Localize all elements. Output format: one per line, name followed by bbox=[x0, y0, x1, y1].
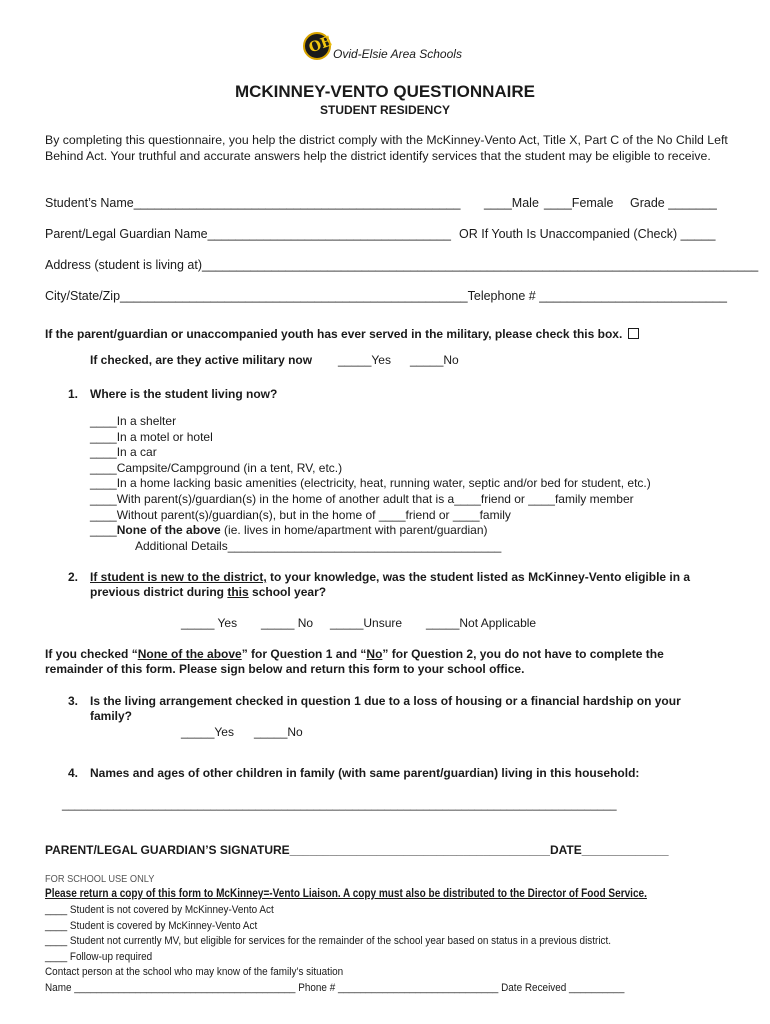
q3-question-line1: Is the living arrangement checked in question 1 due to a loss of housing or a financial hardship on your bbox=[90, 694, 681, 708]
guardian-name-field[interactable]: Parent/Legal Guardian Name___________________________________ bbox=[45, 227, 451, 241]
school-use-item[interactable]: ____ Student is not covered by McKinney-Vento Act bbox=[45, 904, 274, 916]
q3-yes[interactable]: _____Yes bbox=[181, 725, 234, 739]
q2-question-line2: previous district during this school year? bbox=[90, 585, 327, 599]
page-title: MCKINNEY-VENTO QUESTIONNAIRE bbox=[234, 82, 536, 101]
q1-option[interactable]: ____In a home lacking basic amenities (electricity, heat, running water, septic and/or bed for student, etc.) bbox=[90, 476, 651, 491]
q2-no[interactable]: _____ No bbox=[261, 616, 314, 630]
q3-no[interactable]: _____No bbox=[254, 725, 303, 739]
q2-number: 2. bbox=[68, 570, 79, 584]
q2-question-line1: If student is new to the district, to your knowledge, was the student listed as McKinney-Vento eligible in a bbox=[90, 570, 691, 584]
q1-option[interactable]: ____In a car bbox=[90, 445, 157, 460]
q3-number: 3. bbox=[68, 694, 79, 708]
male-field[interactable]: ____Male bbox=[484, 196, 539, 210]
q4-number: 4. bbox=[68, 766, 79, 780]
q1-options bbox=[90, 414, 651, 554]
active-military-question: If checked, are they active military now bbox=[90, 353, 313, 367]
page-subtitle: STUDENT RESIDENCY bbox=[319, 103, 450, 117]
q1-option[interactable]: ____In a shelter bbox=[90, 414, 177, 428]
q2-yes[interactable]: _____ Yes bbox=[181, 616, 238, 630]
school-use-item[interactable]: ____ Follow-up required bbox=[45, 950, 153, 963]
q1-number: 1. bbox=[68, 387, 79, 401]
intro-paragraph: By completing this questionnaire, you help the district comply with the McKinney-Vento Act, Title X, Part C of the No Child Left Behind Act. Your truthful and accurate answers help the district identify services that the student may be eligible to receive. bbox=[45, 133, 728, 163]
school-logo: OE bbox=[303, 32, 331, 60]
q1-option[interactable]: ____With parent(s)/guardian(s) in the home of another adult that is a____friend or ____family member bbox=[90, 491, 634, 506]
q4-question: Names and ages of other children in family (with same parent/guardian) living in this household: bbox=[90, 766, 640, 780]
school-use-item[interactable]: ____ Student is covered by McKinney-Vento Act bbox=[45, 919, 258, 932]
q1-option-none[interactable]: ____None of the above (ie. lives in home/apartment with parent/guardian) bbox=[90, 523, 488, 538]
student-name-field[interactable]: Student’s Name_______________________________________________ bbox=[45, 196, 461, 210]
school-use-header: FOR SCHOOL USE ONLY bbox=[45, 873, 155, 885]
q2-unsure[interactable]: _____Unsure bbox=[330, 616, 403, 630]
military-question: If the parent/guardian or unaccompanied youth has ever served in the military, please check this box. bbox=[45, 327, 639, 341]
active-military-no[interactable]: _____No bbox=[410, 353, 459, 367]
school-use-items bbox=[45, 903, 624, 997]
contact-name-phone-date-line[interactable]: Name ________________________________________ Phone # _____________________________ Date Received __________ bbox=[45, 981, 625, 994]
q4-answer-line[interactable]: ______________________________________________________________________________________ bbox=[62, 798, 617, 811]
city-telephone-field[interactable]: City/State/Zip__________________________________________________Telephone # ___________________________ bbox=[45, 289, 727, 303]
additional-details-field[interactable]: Additional Details_________________________________________ bbox=[135, 538, 502, 553]
unaccompanied-field[interactable]: OR If Youth Is Unaccompanied (Check) _____ bbox=[459, 227, 716, 241]
signature-line[interactable]: PARENT/LEGAL GUARDIAN’S SIGNATURE_______________________________________DATE_____________ bbox=[45, 843, 669, 857]
school-use-item[interactable]: ____ Student not currently MV, but eligible for services for the remainder of the school year based on status in a previous district. bbox=[45, 935, 612, 948]
grade-field[interactable]: Grade _______ bbox=[630, 196, 717, 210]
school-name: Ovid-Elsie Area Schools bbox=[333, 47, 462, 61]
instruction-line1: If you checked “None of the above” for Question 1 and “No” for Question 2, you do not have to complete the bbox=[45, 647, 664, 661]
q1-option[interactable]: ____Campsite/Campground (in a tent, RV, etc.) bbox=[90, 460, 343, 475]
instruction-line2: remainder of this form. Please sign below and return this form to your school office. bbox=[45, 662, 525, 676]
active-military-yes[interactable]: _____Yes bbox=[338, 353, 391, 367]
contact-person-label: Contact person at the school who may know of the family’s situation bbox=[45, 966, 344, 979]
school-use-instruction: Please return a copy of this form to McKinney=-Vento Liaison. A copy must also be distributed to the Director of Food Service. bbox=[45, 887, 647, 900]
q1-option[interactable]: ____Without parent(s)/guardian(s), but in the home of ____friend or ____family bbox=[90, 507, 511, 522]
female-field[interactable]: ____Female bbox=[544, 196, 614, 210]
q1-option[interactable]: ____In a motel or hotel bbox=[90, 429, 213, 444]
q2-not-applicable[interactable]: _____Not Applicable bbox=[426, 616, 537, 630]
q1-question: Where is the student living now? bbox=[90, 387, 278, 401]
q3-question-line2: family? bbox=[90, 709, 133, 723]
address-field[interactable]: Address (student is living at)________________________________________________________________________________ bbox=[45, 258, 759, 272]
military-checkbox[interactable] bbox=[628, 328, 639, 339]
